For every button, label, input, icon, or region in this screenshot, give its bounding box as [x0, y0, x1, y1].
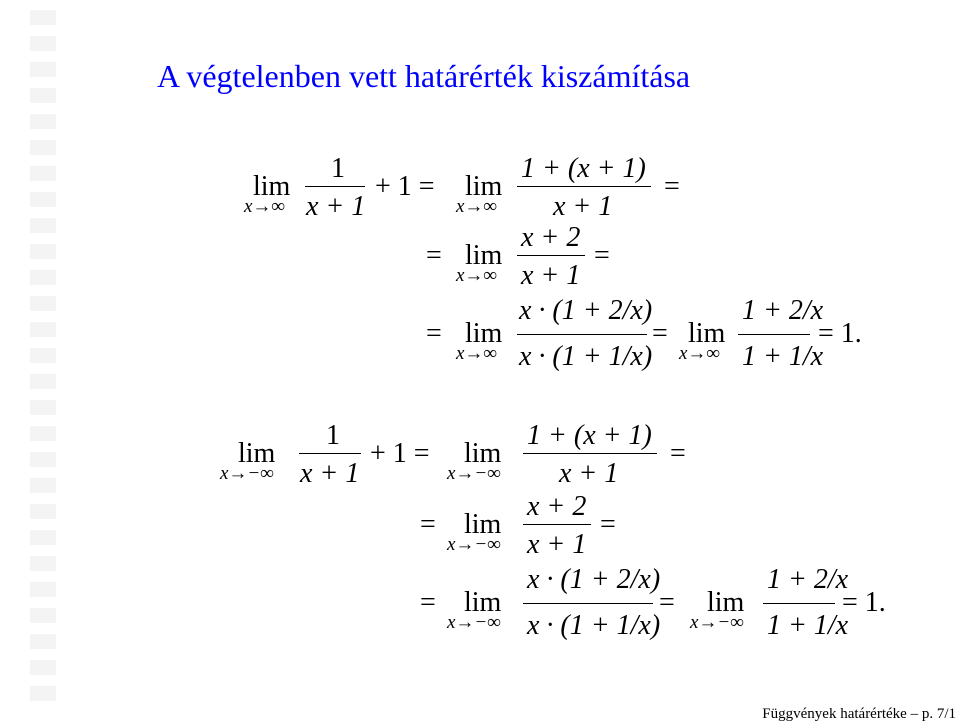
numerator: 1 + (x + 1): [527, 420, 652, 451]
equals-sign: =: [652, 318, 668, 349]
denominator: x + 1: [300, 458, 360, 489]
equals-one: = 1.: [842, 587, 886, 618]
denominator: x · (1 + 1/x): [527, 610, 661, 641]
lim-label: lim: [464, 438, 502, 469]
plus-one-equals: + 1 =: [370, 438, 430, 469]
lim-subscript: x→∞: [456, 265, 497, 286]
numerator: 1: [331, 153, 345, 184]
plus-one-equals: + 1 =: [375, 171, 435, 202]
lim-subscript: x→∞: [456, 343, 497, 364]
lim-subscript: x→∞: [244, 196, 285, 217]
numerator: x + 2: [527, 491, 587, 522]
lim-label: lim: [465, 240, 503, 271]
denominator: x · (1 + 1/x): [519, 341, 653, 372]
denominator: 1 + 1/x: [742, 341, 824, 372]
fraction-bar: [299, 453, 361, 454]
decorative-sidebar: [30, 0, 56, 727]
denominator: x + 1: [521, 260, 581, 291]
numerator: x · (1 + 2/x): [519, 295, 653, 326]
equals-sign: =: [659, 587, 675, 618]
lim-subscript: x→−∞: [447, 534, 501, 555]
fraction-bar: [523, 603, 653, 604]
page-footer: Függvények határértéke – p. 7/1: [762, 706, 956, 722]
denominator: x + 1: [553, 191, 613, 222]
equals-sign: =: [664, 171, 680, 202]
equals-sign: =: [600, 509, 616, 540]
fraction-bar: [517, 334, 647, 335]
fraction-bar: [517, 255, 585, 256]
equals-sign: =: [426, 240, 442, 271]
lim-label: lim: [707, 587, 745, 618]
fraction-bar: [523, 453, 657, 454]
equals-sign: =: [426, 318, 442, 349]
numerator: x + 2: [521, 222, 581, 253]
lim-label: lim: [465, 171, 503, 202]
lim-label: lim: [465, 318, 503, 349]
lim-label: lim: [688, 318, 726, 349]
fraction-bar: [305, 186, 365, 187]
numerator: x · (1 + 2/x): [527, 564, 661, 595]
slide-title: A végtelenben vett határérték kiszámítása: [157, 58, 691, 94]
lim-label: lim: [238, 438, 276, 469]
equals-sign: =: [594, 240, 610, 271]
fraction-bar: [517, 186, 651, 187]
numerator: 1: [326, 420, 340, 451]
fraction-bar: [763, 603, 835, 604]
equals-sign: =: [420, 587, 436, 618]
lim-subscript: x→∞: [679, 343, 720, 364]
numerator: 1 + 2/x: [767, 564, 849, 595]
numerator: 1 + (x + 1): [521, 153, 646, 184]
numerator: 1 + 2/x: [742, 295, 824, 326]
denominator: x + 1: [559, 458, 619, 489]
denominator: x + 1: [527, 529, 587, 560]
lim-subscript: x→−∞: [447, 612, 501, 633]
lim-label: lim: [464, 587, 502, 618]
lim-subscript: x→−∞: [447, 463, 501, 484]
lim-label: lim: [253, 171, 291, 202]
equals-one: = 1.: [818, 318, 862, 349]
lim-subscript: x→−∞: [690, 612, 744, 633]
equals-sign: =: [670, 438, 686, 469]
lim-subscript: x→−∞: [220, 463, 274, 484]
fraction-bar: [523, 524, 591, 525]
lim-label: lim: [464, 509, 502, 540]
lim-subscript: x→∞: [456, 196, 497, 217]
fraction-bar: [738, 334, 810, 335]
denominator: x + 1: [306, 191, 366, 222]
equals-sign: =: [420, 509, 436, 540]
denominator: 1 + 1/x: [767, 610, 849, 641]
